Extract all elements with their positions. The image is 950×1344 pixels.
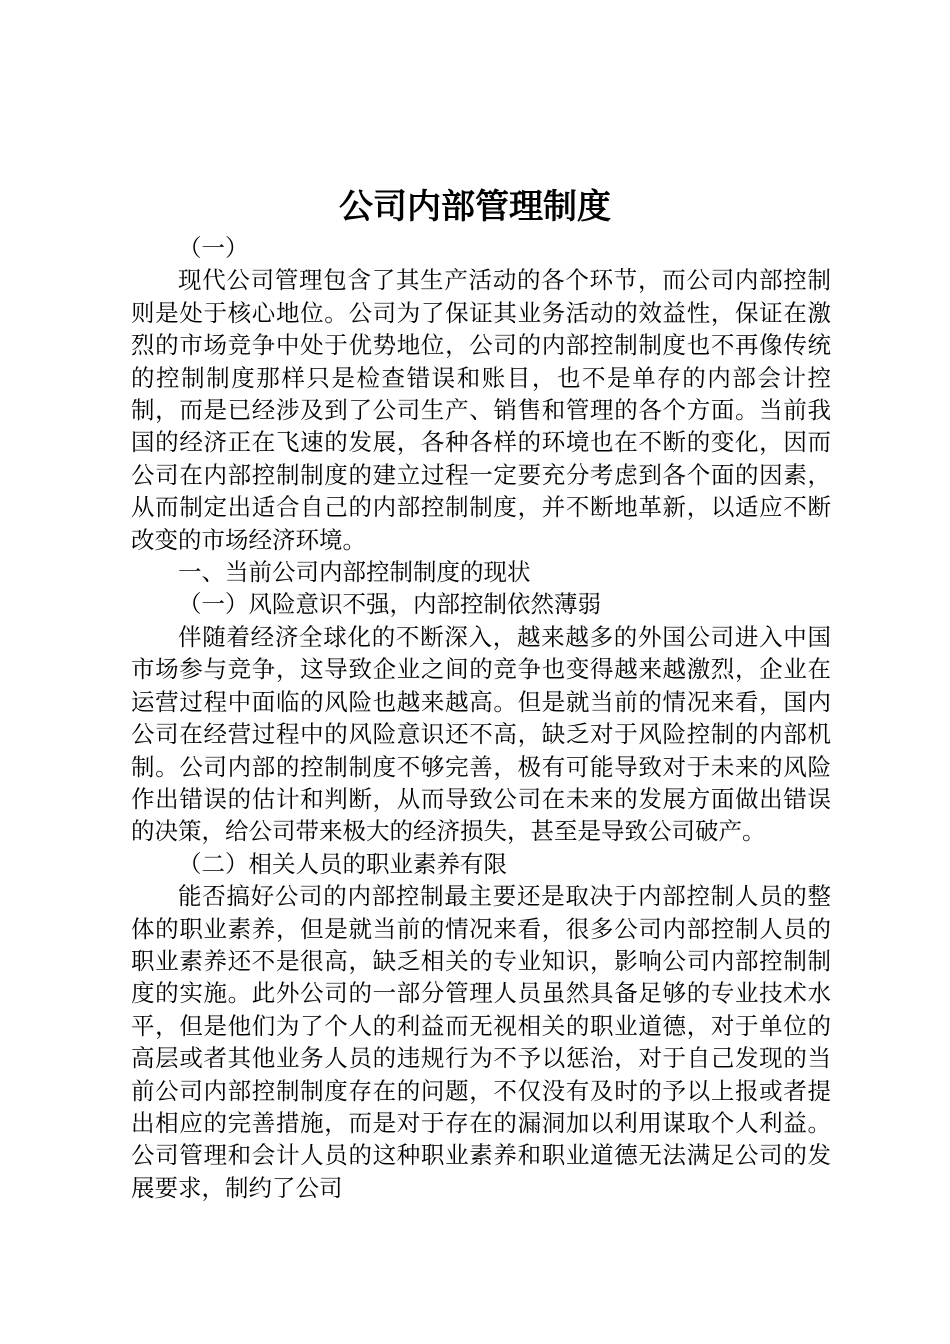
section-heading-1: 一、当前公司内部控制制度的现状 xyxy=(178,558,531,587)
document-title: 公司内部管理制度 xyxy=(339,187,611,227)
section-marker: （一） xyxy=(178,234,249,262)
paragraph-1: 伴随着经济全球化的不断深入，越来越多的外国公司进入中国市场参与竞争，这导致企业之间的竞争也变得越来越激烈，企业在运营过程中面临的风险也越来越高。但是就当前的情况来看，国内公司在经营过程中的风险意识还不高，缺乏对于风险控制的内部机制。公司内部的控制制度不够完善，极有可能导致对于未来的风险作出错误的估计和判断，从而导致公司在未来的发展方面做出错误的决策，给公司带来极大的经济损失，甚至是导致公司破产。 xyxy=(131,622,831,846)
document-body xyxy=(131,232,831,1204)
subheading-2: （二）相关人员的职业素养有限 xyxy=(178,849,507,878)
subheading-1: （一）风险意识不强，内部控制依然薄弱 xyxy=(178,590,601,619)
intro-paragraph: 现代公司管理包含了其生产活动的各个环节，而公司内部控制则是处于核心地位。公司为了保证其业务活动的效益性，保证在激烈的市场竞争中处于优势地位，公司的内部控制制度也不再像传统的控制制度那样只是检查错误和账目，也不是单存的内部会计控制，而是已经涉及到了公司生产、销售和管理的各个方面。当前我国的经济正在飞速的发展，各种各样的环境也在不断的变化，因而公司在内部控制制度的建立过程一定要充分考虑到各个面的因素，从而制定出适合自己的内部控制制度，并不断地革新，以适应不断改变的市场经济环境。 xyxy=(131,266,831,554)
paragraph-2: 能否搞好公司的内部控制最主要还是取决于内部控制人员的整体的职业素养，但是就当前的情况来看，很多公司内部控制人员的职业素养还不是很高，缺乏相关的专业知识，影响公司内部控制制度的实施。此外公司的一部分管理人员虽然具备足够的专业技术水平，但是他们为了个人的利益而无视相关的职业道德，对于单位的高层或者其他业务人员的违规行为不予以惩治，对于自己发现的当前公司内部控制制度存在的问题，不仅没有及时的予以上报或者提出相应的完善措施，而是对于存在的漏洞加以利用谋取个人利益。公司管理和会计人员的这种职业素养和职业道德无法满足公司的发展要求，制约了公司 xyxy=(131,882,831,1202)
